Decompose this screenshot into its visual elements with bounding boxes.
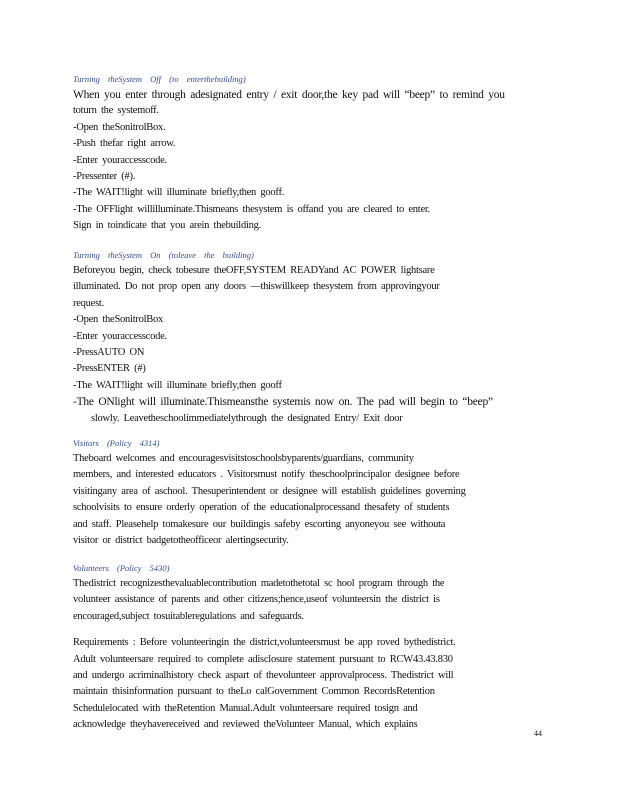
body-line: members, and interested educators . Visitorsmust notify theschoolprincipalor designee before bbox=[73, 469, 460, 481]
body-line: visitor or district badgetotheofficeor alertingsecurity. bbox=[73, 535, 289, 547]
body-line: Adult volunteersare required to complete adisclosure statement pursuant to RCW43.43.830 bbox=[73, 653, 453, 665]
body-line: Beforeyou begin, check tobesure theOFF,SYSTEM READYand AC POWER lightsare bbox=[73, 265, 435, 276]
body-line: slowly. Leavetheschoolimmediatelythrough the designated Entry/ Exit door bbox=[91, 412, 403, 424]
section-turning-on bbox=[73, 250, 539, 427]
body-line: encouraged,subject tosuitableregulations and safeguards. bbox=[73, 610, 304, 622]
section-heading: Visitors (Policy 4314) bbox=[73, 438, 160, 448]
body-line: -Open theSonitrolBox bbox=[73, 314, 164, 326]
page-number: 44 bbox=[534, 729, 542, 738]
body-line: -The WAIT!light will illuminate briefly,then gooff. bbox=[73, 187, 285, 199]
body-line: -Enter youraccesscode. bbox=[73, 330, 167, 342]
body-line: -The ONlight will illuminate.Thismeansthe systemis now on. The pad will begin to “beep” bbox=[73, 396, 493, 409]
body-line: Schedulelocated with theRetention Manual.Adult volunteersare required tosign and bbox=[73, 702, 418, 714]
body-line: -Push thefar right arrow. bbox=[73, 138, 176, 150]
section-heading: Turning theSystem On (toleave the building) bbox=[73, 250, 254, 260]
body-line: -Open theSonitrolBox. bbox=[73, 121, 166, 133]
body-line: -PressENTER (#) bbox=[73, 363, 146, 375]
body-line: Theboard welcomes and encouragesvisitstoschoolsbyparents/guardians, community bbox=[73, 453, 414, 464]
body-line: -PressAUTO ON bbox=[73, 347, 145, 359]
body-line: When you enter through adesignated entry / exit door,the key pad will “beep” to remind you bbox=[73, 89, 505, 101]
section-visitors bbox=[73, 438, 539, 549]
body-line: acknowledge theyhavereceived and reviewed theVolunteer Manual, which explains bbox=[73, 719, 418, 731]
body-line: volunteer assistance of parents and other citizens;hence,useof volunteersin the district is bbox=[73, 594, 440, 606]
body-line: maintain thisinformation pursuant to theLo calGovernment Common RecordsRetention bbox=[73, 686, 435, 698]
body-line: request. bbox=[73, 297, 104, 309]
body-line: Requirements : Before volunteeringin the district,volunteersmust be app roved bythedistrict. bbox=[73, 637, 456, 649]
paragraph-gap bbox=[73, 625, 539, 635]
body-line: Sign in toindicate that you arein thebuilding. bbox=[73, 220, 262, 232]
section-turning-off bbox=[73, 74, 539, 235]
body-line: Thedistrict recognizesthevaluablecontribution madetothetotal sc hool program through the bbox=[73, 578, 445, 589]
body-line: toturn the systemoff. bbox=[73, 105, 159, 117]
body-line: illuminated. Do not prop open any doors —thiswillkeep thesystem from approvingyour bbox=[73, 281, 440, 293]
body-line: and staff. Pleasehelp tomakesure our buildingis safeby escorting anyoneyou see withouta bbox=[73, 518, 446, 530]
section-volunteers bbox=[73, 563, 539, 734]
body-line: and undergo acriminalhistory check aspart of thevolunteer approvalprocess. Thedistrict will bbox=[73, 670, 454, 682]
body-line: visitingany area of aschool. Thesuperintendent or designee will establish guidelines governing bbox=[73, 485, 466, 497]
section-heading: Turning theSystem Off (to enterthebuilding) bbox=[73, 74, 246, 84]
section-heading: Volunteers (Policy 5430) bbox=[73, 563, 170, 573]
body-line: -Enter youraccesscode. bbox=[73, 154, 167, 166]
body-line: -The WAIT!light will illuminate briefly,then gooff bbox=[73, 379, 282, 391]
body-line: schoolvisits to ensure orderly operation of the educationalprocessand thesafety of students bbox=[73, 502, 450, 514]
body-line: -Pressenter (#). bbox=[73, 171, 136, 183]
body-line: -The OFFlight willilluminate.Thismeans thesystem is offand you are cleared to enter. bbox=[73, 203, 430, 215]
